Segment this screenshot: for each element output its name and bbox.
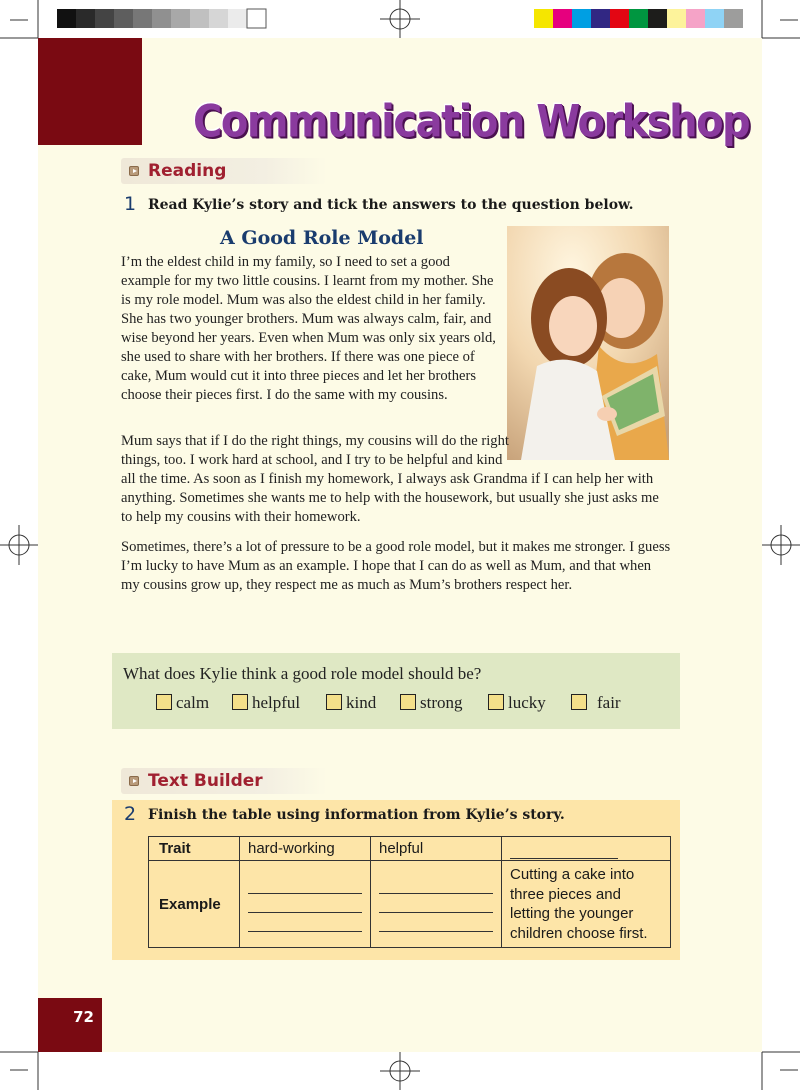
page-number: 72: [73, 1008, 94, 1026]
option-strong[interactable]: [400, 693, 463, 713]
text-builder-section-header: [121, 768, 327, 794]
answer-blank[interactable]: [248, 876, 362, 894]
reading-section-header: [121, 158, 327, 184]
page-title: Communication Workshop: [193, 96, 750, 148]
trait-cell-3[interactable]: [502, 837, 671, 861]
example-header-cell: Example: [149, 861, 240, 948]
option-fair[interactable]: [571, 693, 621, 713]
photo-wrap-spacer: [509, 422, 671, 458]
story-paragraph-1: I’m the eldest child in my family, so I need to set a good example for my two little cousins. I learnt from my mother. She is my role model. Mum was also the eldest child in her family. She has two younger brothers. Mum was always calm, fair, and wise beyond her years. Even when Mum was only six years old, she used to share with her brothers. If there was one piece of cake, Mum would cut it into three pieces and let her brothers choose their pieces first. I do the same with my cousins.: [121, 254, 496, 403]
checkbox[interactable]: [571, 694, 587, 710]
option-label: kind: [346, 693, 377, 712]
reading-section-label: Reading: [148, 161, 227, 181]
story-paragraph-2: [121, 432, 671, 527]
example-cell-3: Cutting a cake into three pieces and letting the younger children choose first.: [502, 861, 671, 948]
corner-accent-block: [38, 38, 142, 145]
question-2-instruction: Finish the table using information from Kylie’s story.: [148, 807, 565, 823]
answer-blank[interactable]: [379, 914, 493, 932]
trait-cell-1: hard-working: [240, 837, 371, 861]
checkbox[interactable]: [156, 694, 172, 710]
story-title: A Good Role Model: [220, 227, 424, 249]
checkbox[interactable]: [232, 694, 248, 710]
table-row: [149, 861, 671, 948]
trait-blank[interactable]: [510, 839, 618, 859]
story-paragraph-2-text: Mum says that if I do the right things, my cousins will do the right things, too. I work hard at school, and I try to be helpful and kind all the time. As soon as I finish my homework, I always ask Grandma if I can help her with anything. Sometimes she wants me to help with the housework, but usually she just asks me to help my cousins with their homework.: [121, 433, 659, 525]
trait-header-cell: Trait: [149, 837, 240, 861]
question-2-number: 2: [124, 803, 137, 825]
table-row: [149, 837, 671, 861]
answer-blank[interactable]: [379, 895, 493, 913]
answer-blank[interactable]: [379, 876, 493, 894]
story-paragraph-3: Sometimes, there’s a lot of pressure to be a good role model, but it makes me stronger. I guess I’m lucky to have Mum as an example. I hope that I can do as well as Mum, and that when my cousins grow up, they respect me as much as Mum’s brothers respect her.: [121, 539, 671, 593]
grayscale-bar: [57, 9, 266, 28]
color-bar: [534, 9, 743, 28]
quiz-question: What does Kylie think a good role model should be?: [123, 664, 482, 683]
answer-blank[interactable]: [248, 895, 362, 913]
role-model-quiz-box: [112, 653, 680, 729]
traits-table: [148, 836, 671, 948]
play-bullet-icon: [129, 166, 139, 176]
option-label: calm: [176, 693, 210, 712]
option-lucky[interactable]: [488, 693, 546, 713]
example-cell-2[interactable]: [371, 861, 502, 948]
option-label: helpful: [252, 693, 301, 712]
text-builder-section-label: Text Builder: [148, 771, 263, 791]
option-helpful[interactable]: [232, 693, 300, 713]
option-calm[interactable]: [156, 693, 209, 713]
checkbox[interactable]: [488, 694, 504, 710]
page-number-block: [38, 998, 102, 1052]
question-1-instruction: Read Kylie’s story and tick the answers to the question below.: [148, 197, 634, 213]
example-cell-1[interactable]: [240, 861, 371, 948]
question-1-number: 1: [124, 193, 137, 215]
answer-blank[interactable]: [248, 914, 362, 932]
trait-cell-2: helpful: [371, 837, 502, 861]
checkbox[interactable]: [400, 694, 416, 710]
option-label: strong: [420, 693, 463, 712]
checkbox[interactable]: [326, 694, 342, 710]
option-label: fair: [597, 693, 621, 712]
option-label: lucky: [508, 693, 546, 712]
option-kind[interactable]: [326, 693, 376, 713]
play-bullet-icon: [129, 776, 139, 786]
